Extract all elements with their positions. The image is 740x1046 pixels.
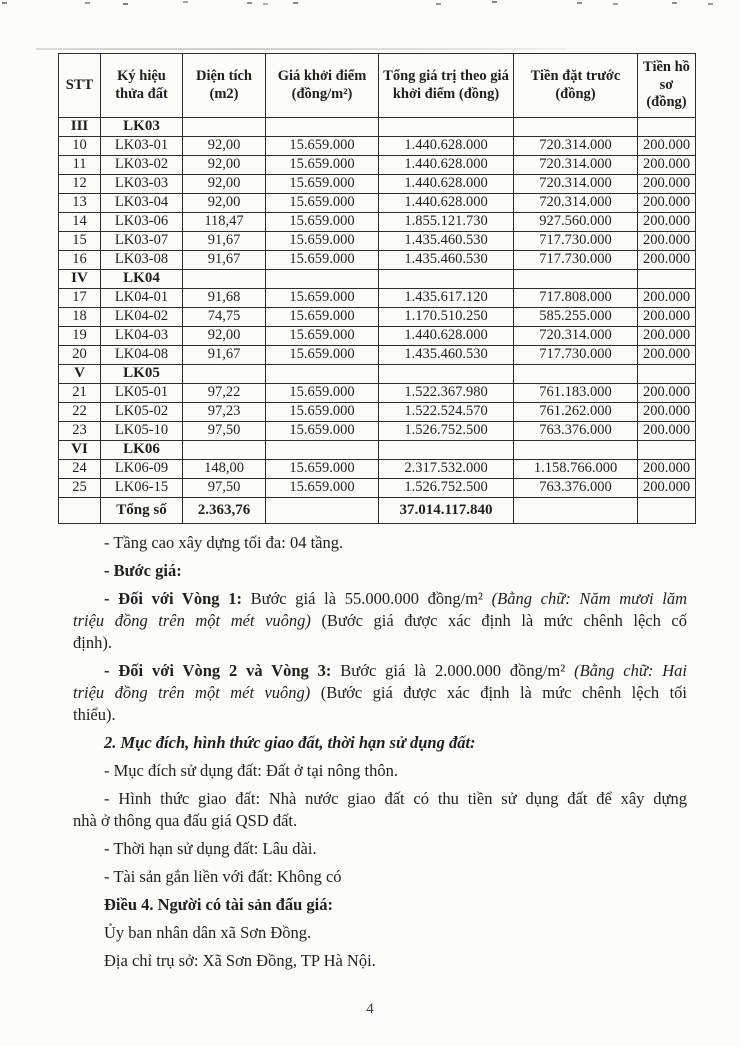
cell-gia-khoi-diem: 15.659.000 <box>266 460 379 479</box>
cell-gia-khoi-diem: 15.659.000 <box>266 289 379 308</box>
cell-tien-dat-truoc: 927.560.000 <box>514 213 638 232</box>
cell-tong-gia-tri: 1.170.510.250 <box>379 308 514 327</box>
cell-stt: 12 <box>59 175 101 194</box>
cell-tien-ho-so: 200.000 <box>638 137 696 156</box>
cell-ky-hieu-thua-dat: LK06-09 <box>101 460 183 479</box>
cell-ky-hieu-thua-dat: LK04-08 <box>101 346 183 365</box>
text-line <box>73 588 687 610</box>
text-line <box>73 682 687 704</box>
text-run: - Đối với Vòng 1: <box>104 589 242 608</box>
cell-ky-hieu-thua-dat: LK03-06 <box>101 213 183 232</box>
cell-gia-khoi-diem <box>266 270 379 289</box>
body-text <box>73 532 687 972</box>
header-tong-gia-tri: Tổng giá trị theo giá khởi điểm (đồng) <box>379 54 514 118</box>
cell-gia-khoi-diem <box>266 498 379 524</box>
cell-tien-ho-so <box>638 118 696 137</box>
cell-tien-ho-so <box>638 365 696 384</box>
text-run: - Đối với Vòng 2 và Vòng 3: <box>104 661 332 680</box>
table-row <box>59 213 696 232</box>
cell-tong-gia-tri: 1.526.752.500 <box>379 479 514 498</box>
header-ky-hieu-thua-dat: Ký hiệu thửa đất <box>101 54 183 118</box>
cell-ky-hieu-thua-dat: LK04-02 <box>101 308 183 327</box>
cell-dien-tich: 74,75 <box>183 308 266 327</box>
cell-ky-hieu-thua-dat: Tổng số <box>101 498 183 524</box>
cell-stt: IV <box>59 270 101 289</box>
header-tien-ho-so: Tiền hồ sơ (đồng) <box>638 54 696 118</box>
cell-stt: 16 <box>59 251 101 270</box>
cell-tien-dat-truoc: 720.314.000 <box>514 327 638 346</box>
cell-stt: 25 <box>59 479 101 498</box>
cell-dien-tich: 92,00 <box>183 327 266 346</box>
cell-tien-ho-so: 200.000 <box>638 384 696 403</box>
cell-tien-dat-truoc: 717.730.000 <box>514 346 638 365</box>
table-row <box>59 460 696 479</box>
table-row <box>59 308 696 327</box>
cell-stt: 11 <box>59 156 101 175</box>
cell-dien-tich: 92,00 <box>183 137 266 156</box>
cell-stt: VI <box>59 441 101 460</box>
header-row <box>59 54 696 118</box>
text-run: Bước giá là 2.000.000 đồng/m² <box>331 661 575 680</box>
text-line <box>73 922 687 944</box>
text-line <box>73 950 687 972</box>
text-line <box>73 810 687 832</box>
cell-tong-gia-tri: 2.317.532.000 <box>379 460 514 479</box>
cell-dien-tich: 91,67 <box>183 346 266 365</box>
text-run: (Bước giá được xác định là mức chênh lệch tối <box>310 683 687 702</box>
cell-gia-khoi-diem: 15.659.000 <box>266 137 379 156</box>
cell-tien-ho-so: 200.000 <box>638 460 696 479</box>
cell-tien-dat-truoc: 763.376.000 <box>514 422 638 441</box>
cell-tong-gia-tri: 1.522.524.570 <box>379 403 514 422</box>
cell-gia-khoi-diem <box>266 365 379 384</box>
text-line <box>73 704 687 726</box>
scan-artifacts <box>2 2 7 4</box>
cell-tien-dat-truoc: 761.183.000 <box>514 384 638 403</box>
cell-gia-khoi-diem: 15.659.000 <box>266 232 379 251</box>
table-row <box>59 422 696 441</box>
text-run: - Thời hạn sử dụng đất: Lâu dài. <box>104 839 317 858</box>
cell-ky-hieu-thua-dat: LK03-08 <box>101 251 183 270</box>
cell-tong-gia-tri <box>379 441 514 460</box>
cell-ky-hieu-thua-dat: LK06-15 <box>101 479 183 498</box>
cell-tong-gia-tri: 1.440.628.000 <box>379 175 514 194</box>
section-row <box>59 118 696 137</box>
cell-stt: 10 <box>59 137 101 156</box>
cell-dien-tich: 91,68 <box>183 289 266 308</box>
text-line <box>73 866 687 888</box>
text-line <box>73 660 687 682</box>
cell-tien-ho-so: 200.000 <box>638 422 696 441</box>
cell-ky-hieu-thua-dat: LK05-02 <box>101 403 183 422</box>
table-row <box>59 232 696 251</box>
cell-tien-ho-so: 200.000 <box>638 232 696 251</box>
text-run: Bước giá là 55.000.000 đồng/m² <box>241 589 492 608</box>
para-uy-ban <box>73 922 687 944</box>
text-run: 2. Mục đích, hình thức giao đất, thời hạn sử dụng đất: <box>104 733 476 752</box>
text-run: - Hình thức giao đất: Nhà nước giao đất có thu tiền sử dụng đất để xây dựng <box>104 789 687 808</box>
cell-tien-ho-so: 200.000 <box>638 175 696 194</box>
text-line <box>73 560 687 582</box>
cell-tien-dat-truoc: 720.314.000 <box>514 175 638 194</box>
cell-tong-gia-tri: 1.522.367.980 <box>379 384 514 403</box>
table-row <box>59 403 696 422</box>
cell-gia-khoi-diem: 15.659.000 <box>266 213 379 232</box>
cell-tong-gia-tri <box>379 118 514 137</box>
cell-dien-tich: 97,50 <box>183 479 266 498</box>
cell-tien-dat-truoc: 717.730.000 <box>514 251 638 270</box>
cell-dien-tich: 92,00 <box>183 156 266 175</box>
cell-tien-dat-truoc <box>514 441 638 460</box>
para-buoc-gia <box>73 560 687 582</box>
cell-dien-tich: 97,22 <box>183 384 266 403</box>
cell-tong-gia-tri: 37.014.117.840 <box>379 498 514 524</box>
cell-stt: 23 <box>59 422 101 441</box>
cell-tien-ho-so <box>638 498 696 524</box>
cell-gia-khoi-diem <box>266 441 379 460</box>
cell-stt: 13 <box>59 194 101 213</box>
cell-gia-khoi-diem: 15.659.000 <box>266 175 379 194</box>
cell-stt: 15 <box>59 232 101 251</box>
table-row <box>59 137 696 156</box>
table-row <box>59 156 696 175</box>
cell-gia-khoi-diem: 15.659.000 <box>266 403 379 422</box>
page-number: 4 <box>366 1001 374 1017</box>
auction-lot-table <box>58 53 696 524</box>
cell-ky-hieu-thua-dat: LK04-01 <box>101 289 183 308</box>
cell-tong-gia-tri: 1.440.628.000 <box>379 194 514 213</box>
cell-ky-hieu-thua-dat: LK03-01 <box>101 137 183 156</box>
cell-ky-hieu-thua-dat: LK06 <box>101 441 183 460</box>
text-run: (Bằng chữ: Năm mươi lăm <box>491 589 687 608</box>
text-run: - Tài sản gắn liền với đất: Không có <box>104 867 342 886</box>
text-line <box>73 732 687 754</box>
cell-tien-dat-truoc <box>514 365 638 384</box>
cell-tien-ho-so: 200.000 <box>638 327 696 346</box>
cell-stt <box>59 498 101 524</box>
cell-tong-gia-tri <box>379 270 514 289</box>
table-row <box>59 251 696 270</box>
header-dien-tich: Diện tích (m2) <box>183 54 266 118</box>
text-line <box>73 632 687 654</box>
table-row <box>59 175 696 194</box>
cell-tien-ho-so: 200.000 <box>638 156 696 175</box>
cell-tong-gia-tri: 1.435.460.530 <box>379 346 514 365</box>
cell-ky-hieu-thua-dat: LK03-04 <box>101 194 183 213</box>
text-line <box>73 610 687 632</box>
cell-tien-dat-truoc: 717.730.000 <box>514 232 638 251</box>
cell-tien-ho-so: 200.000 <box>638 213 696 232</box>
text-run: nhà ở thông qua đấu giá QSD đất. <box>73 811 298 830</box>
text-run: - Bước giá: <box>104 561 182 580</box>
cell-gia-khoi-diem: 15.659.000 <box>266 479 379 498</box>
cell-tien-dat-truoc: 1.158.766.000 <box>514 460 638 479</box>
cell-tien-ho-so: 200.000 <box>638 251 696 270</box>
cell-gia-khoi-diem: 15.659.000 <box>266 308 379 327</box>
total-row <box>59 498 696 524</box>
para-vong-2-3 <box>73 660 687 726</box>
cell-ky-hieu-thua-dat: LK04-03 <box>101 327 183 346</box>
cell-ky-hieu-thua-dat: LK04 <box>101 270 183 289</box>
para-thoi-han <box>73 838 687 860</box>
cell-tong-gia-tri: 1.440.628.000 <box>379 137 514 156</box>
cell-dien-tich: 2.363,76 <box>183 498 266 524</box>
cell-tien-ho-so: 200.000 <box>638 308 696 327</box>
text-run: Điều 4. Người có tài sản đấu giá: <box>104 895 333 914</box>
cell-dien-tich: 148,00 <box>183 460 266 479</box>
cell-tien-dat-truoc <box>514 270 638 289</box>
cell-stt: 18 <box>59 308 101 327</box>
cell-tien-dat-truoc: 763.376.000 <box>514 479 638 498</box>
text-line <box>73 894 687 916</box>
header-tien-dat-truoc: Tiền đặt trước (đồng) <box>514 54 638 118</box>
text-line <box>73 788 687 810</box>
para-dia-chi <box>73 950 687 972</box>
cell-tong-gia-tri <box>379 365 514 384</box>
cell-dien-tich: 91,67 <box>183 251 266 270</box>
cell-tong-gia-tri: 1.440.628.000 <box>379 156 514 175</box>
cell-tien-ho-so: 200.000 <box>638 289 696 308</box>
cell-gia-khoi-diem: 15.659.000 <box>266 251 379 270</box>
cell-dien-tich <box>183 441 266 460</box>
text-run: - Mục đích sử dụng đất: Đất ở tại nông thôn. <box>104 761 399 780</box>
cell-tien-dat-truoc: 720.314.000 <box>514 194 638 213</box>
cell-gia-khoi-diem: 15.659.000 <box>266 156 379 175</box>
table-row <box>59 384 696 403</box>
cell-stt: 17 <box>59 289 101 308</box>
cell-tien-dat-truoc <box>514 498 638 524</box>
table-row <box>59 327 696 346</box>
cell-tong-gia-tri: 1.435.460.530 <box>379 232 514 251</box>
text-run: (Bằng chữ: Hai <box>574 661 687 680</box>
text-run: triệu đồng trên một mét vuông) <box>73 683 311 702</box>
cell-dien-tich <box>183 365 266 384</box>
cell-ky-hieu-thua-dat: LK05-10 <box>101 422 183 441</box>
para-vong-1 <box>73 588 687 654</box>
cell-gia-khoi-diem: 15.659.000 <box>266 194 379 213</box>
cell-tien-ho-so: 200.000 <box>638 479 696 498</box>
cell-dien-tich: 92,00 <box>183 175 266 194</box>
cell-tien-dat-truoc: 761.262.000 <box>514 403 638 422</box>
para-tang-cao <box>73 532 687 554</box>
cell-tong-gia-tri: 1.435.460.530 <box>379 251 514 270</box>
cell-tien-ho-so <box>638 441 696 460</box>
cell-gia-khoi-diem: 15.659.000 <box>266 384 379 403</box>
text-run: (Bước giá được xác định là mức chênh lệch cố <box>310 611 687 630</box>
text-run: thiểu). <box>73 705 116 724</box>
cell-dien-tich <box>183 270 266 289</box>
para-muc-dich-heading <box>73 732 687 754</box>
cell-tong-gia-tri: 1.435.617.120 <box>379 289 514 308</box>
cell-tong-gia-tri: 1.855.121.730 <box>379 213 514 232</box>
cell-stt: 14 <box>59 213 101 232</box>
table-row <box>59 346 696 365</box>
cell-tien-ho-so: 200.000 <box>638 346 696 365</box>
section-row <box>59 365 696 384</box>
cell-ky-hieu-thua-dat: LK03-07 <box>101 232 183 251</box>
header-gia-khoi-diem: Giá khởi điểm (đồng/m²) <box>266 54 379 118</box>
cell-gia-khoi-diem: 15.659.000 <box>266 422 379 441</box>
table-header <box>59 54 696 118</box>
cell-stt: 22 <box>59 403 101 422</box>
cell-dien-tich: 118,47 <box>183 213 266 232</box>
cell-ky-hieu-thua-dat: LK05-01 <box>101 384 183 403</box>
cell-gia-khoi-diem <box>266 118 379 137</box>
cell-tien-dat-truoc: 585.255.000 <box>514 308 638 327</box>
cell-ky-hieu-thua-dat: LK05 <box>101 365 183 384</box>
text-line <box>73 838 687 860</box>
text-line <box>73 760 687 782</box>
text-run: Địa chỉ trụ sở: Xã Sơn Đồng, TP Hà Nội. <box>104 951 376 970</box>
text-run: triệu đồng trên một mét vuông) <box>73 611 311 630</box>
auction-table-body <box>59 118 696 524</box>
cell-gia-khoi-diem: 15.659.000 <box>266 346 379 365</box>
cell-dien-tich: 91,67 <box>183 232 266 251</box>
table-row <box>59 194 696 213</box>
table-row <box>59 479 696 498</box>
cell-gia-khoi-diem: 15.659.000 <box>266 327 379 346</box>
cell-stt: 19 <box>59 327 101 346</box>
text-run: định). <box>73 633 112 652</box>
cell-dien-tich <box>183 118 266 137</box>
cell-tien-ho-so: 200.000 <box>638 194 696 213</box>
cell-tien-dat-truoc <box>514 118 638 137</box>
cell-tien-dat-truoc: 720.314.000 <box>514 137 638 156</box>
text-run: Ủy ban nhân dân xã Sơn Đồng. <box>104 923 312 942</box>
cell-tien-ho-so: 200.000 <box>638 403 696 422</box>
section-row <box>59 441 696 460</box>
cell-stt: III <box>59 118 101 137</box>
cell-ky-hieu-thua-dat: LK03-03 <box>101 175 183 194</box>
cell-tien-dat-truoc: 720.314.000 <box>514 156 638 175</box>
para-dieu-4-heading <box>73 894 687 916</box>
cell-dien-tich: 92,00 <box>183 194 266 213</box>
cell-stt: 21 <box>59 384 101 403</box>
para-hinh-thuc <box>73 788 687 832</box>
cell-ky-hieu-thua-dat: LK03 <box>101 118 183 137</box>
cell-stt: 24 <box>59 460 101 479</box>
text-line <box>73 532 687 554</box>
cell-ky-hieu-thua-dat: LK03-02 <box>101 156 183 175</box>
text-run: - Tầng cao xây dựng tối đa: 04 tầng. <box>104 533 344 552</box>
cell-tong-gia-tri: 1.440.628.000 <box>379 327 514 346</box>
header-stt: STT <box>59 54 101 118</box>
table-row <box>59 289 696 308</box>
cell-dien-tich: 97,23 <box>183 403 266 422</box>
cell-tong-gia-tri: 1.526.752.500 <box>379 422 514 441</box>
section-row <box>59 270 696 289</box>
para-muc-dich <box>73 760 687 782</box>
cell-dien-tich: 97,50 <box>183 422 266 441</box>
cell-tien-dat-truoc: 717.808.000 <box>514 289 638 308</box>
para-tai-san <box>73 866 687 888</box>
cell-stt: 20 <box>59 346 101 365</box>
cell-tien-ho-so <box>638 270 696 289</box>
scan-smudge <box>36 48 566 50</box>
cell-stt: V <box>59 365 101 384</box>
